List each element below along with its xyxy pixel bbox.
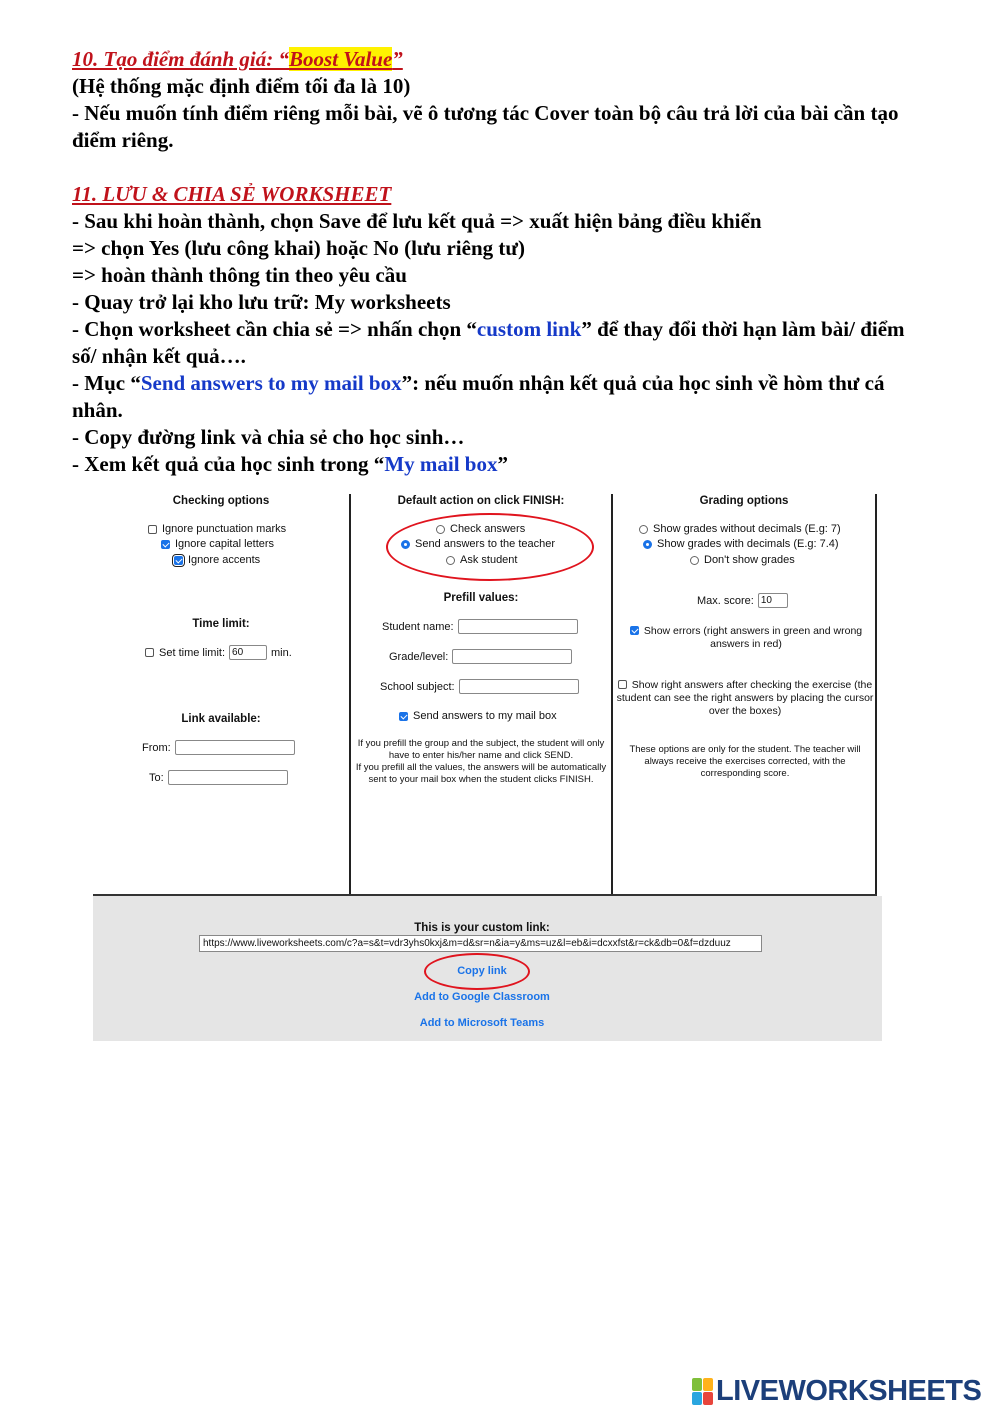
logo-text: LIVEWORKSHEETS	[716, 1375, 982, 1407]
section-11-line: - Quay trở lại kho lưu trữ: My worksheets	[72, 290, 451, 314]
school-subject-field[interactable]: School subject:	[380, 679, 579, 694]
grading-note: These options are only for the student. The teacher will always receive the exercises corrected, with the corresponding score.	[629, 744, 861, 779]
grading-options-title: Grading options	[699, 495, 789, 507]
grade-level-input[interactable]	[452, 649, 572, 664]
red-annotation-circle	[386, 513, 594, 581]
ignore-capital-option[interactable]: Ignore capital letters	[161, 538, 274, 550]
ignore-punctuation-option[interactable]: Ignore punctuation marks	[148, 523, 286, 535]
section-10-line: (Hệ thống mặc định điểm tối đa là 10)	[72, 74, 411, 98]
checkbox-checked[interactable]	[399, 712, 408, 721]
grades-with-decimals-option[interactable]: Show grades with decimals (E.g: 7.4)	[643, 538, 839, 550]
column-divider	[349, 494, 351, 896]
custom-link-url-field[interactable]: https://www.liveworksheets.com/c?a=s&t=vdr3yhs0kxj&m=d&sr=n&ia=y&ms=uz&l=eb&i=dcxxfst&r=ck&db=0&f=dzduuz	[199, 935, 762, 952]
from-input[interactable]	[175, 740, 295, 755]
custom-link-text: custom link	[476, 317, 582, 341]
section-10-heading: 10. Tạo điểm đánh giá: “Boost Value”	[72, 47, 403, 71]
show-errors-option[interactable]: Show errors (right answers in green and wrong answers in red)	[615, 625, 877, 651]
checking-options-title: Checking options	[172, 495, 270, 507]
section-11-line: => chọn Yes (lưu công khai) hoặc No (lưu riêng tư)	[72, 236, 525, 260]
section-11-line: - Chọn worksheet cần chia sẻ => nhấn chọn “custom link” để thay đổi thời hạn làm bài/ điểm số/ nhận kết quả….	[72, 317, 905, 368]
finish-action-title: Default action on click FINISH:	[397, 495, 565, 507]
checkbox[interactable]	[148, 525, 157, 534]
copy-link-button[interactable]: Copy link	[457, 965, 507, 977]
custom-link-title: This is your custom link:	[414, 922, 550, 934]
check-answers-option[interactable]: Check answers	[436, 523, 525, 535]
radio[interactable]	[690, 556, 699, 565]
liveworksheets-logo	[692, 1375, 981, 1408]
grade-level-field[interactable]: Grade/level:	[389, 649, 572, 664]
send-mailbox-option[interactable]: Send answers to my mail box	[399, 710, 557, 722]
red-annotation-circle	[424, 953, 530, 990]
checkbox[interactable]	[618, 680, 627, 689]
checkbox-checked[interactable]	[161, 540, 170, 549]
from-field[interactable]: From:	[142, 740, 295, 755]
my-mail-box-text: My mail box	[384, 452, 498, 476]
time-limit-input[interactable]: 60	[229, 645, 267, 660]
max-score-input[interactable]: 10	[758, 593, 788, 608]
dont-show-grades-option[interactable]: Don't show grades	[690, 554, 795, 566]
ignore-accents-option[interactable]: Ignore accents	[174, 554, 260, 566]
options-panel	[93, 494, 882, 897]
max-score-field[interactable]: Max. score: 10	[697, 593, 788, 608]
section-11-line: - Sau khi hoàn thành, chọn Save để lưu kết quả => xuất hiện bảng điều khiển	[72, 209, 762, 233]
send-teacher-option[interactable]: Send answers to the teacher	[401, 538, 555, 550]
send-answers-text: Send answers to my mail box	[140, 371, 402, 395]
to-field[interactable]: To:	[149, 770, 288, 785]
settings-screenshot	[93, 494, 882, 1041]
prefill-values-title: Prefill values:	[443, 592, 519, 604]
show-right-answers-option[interactable]: Show right answers after checking the exercise (the student can see the right answers by placing the cursor over the boxes)	[616, 679, 874, 717]
section-11-line: - Mục “Send answers to my mail box”: nếu muốn nhận kết quả của học sinh về hòm thư cá nhân.	[72, 371, 885, 422]
logo-icon	[692, 1378, 713, 1405]
section-11-line: - Copy đường link và chia sẻ cho học sinh…	[72, 425, 465, 449]
set-time-limit-option[interactable]: Set time limit: 60 min.	[145, 645, 292, 660]
section-10-line: - Nếu muốn tính điểm riêng mỗi bài, vẽ ô tương tác Cover toàn bộ câu trả lời của bài cần tạo điểm riêng.	[72, 101, 899, 152]
boost-value-highlight: Boost Value	[289, 47, 393, 71]
section-11-line: - Xem kết quả của học sinh trong “My mail box”	[72, 452, 508, 476]
section-11-line: => hoàn thành thông tin theo yêu cầu	[72, 263, 407, 287]
checkbox-checked[interactable]	[630, 626, 639, 635]
section-11-heading: 11. LƯU & CHIA SẺ WORKSHEET	[72, 182, 392, 206]
checkbox[interactable]	[145, 648, 154, 657]
student-name-input[interactable]	[458, 619, 578, 634]
student-name-field[interactable]: Student name:	[382, 619, 578, 634]
prefill-note: If you prefill the group and the subject, the student will only have to enter his/her name and click SEND. If you prefill all the values, the answers will be automatically sent to your mail box when the student clicks FINISH.	[355, 738, 607, 785]
checkbox-checked[interactable]	[174, 556, 183, 565]
school-subject-input[interactable]	[459, 679, 579, 694]
ask-student-option[interactable]: Ask student	[446, 554, 517, 566]
to-input[interactable]	[168, 770, 288, 785]
link-available-title: Link available:	[181, 713, 261, 725]
add-microsoft-teams-link[interactable]: Add to Microsoft Teams	[419, 1017, 545, 1029]
time-limit-title: Time limit:	[192, 618, 250, 630]
add-google-classroom-link[interactable]: Add to Google Classroom	[414, 991, 550, 1003]
grades-without-decimals-option[interactable]: Show grades without decimals (E.g: 7)	[639, 523, 841, 535]
document-text	[72, 46, 932, 478]
radio[interactable]	[639, 525, 648, 534]
radio-selected[interactable]	[643, 540, 652, 549]
